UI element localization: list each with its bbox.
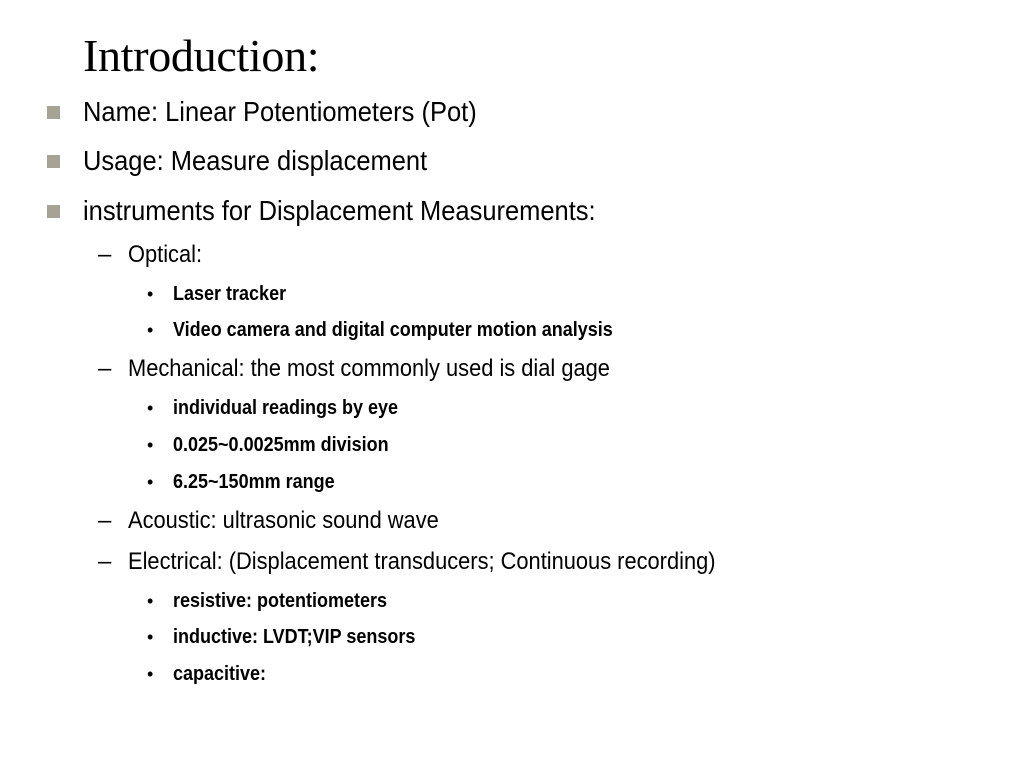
- slide-title: Introduction:: [83, 30, 320, 81]
- category-text: Mechanical: the most commonly used is dial gage: [128, 355, 610, 382]
- dot-bullet-icon: •: [147, 398, 154, 418]
- dot-bullet-icon: •: [147, 320, 154, 340]
- list-item: [147, 433, 413, 457]
- item-text: individual readings by eye: [173, 397, 399, 419]
- category-optical: [98, 241, 209, 269]
- list-item: [147, 589, 411, 613]
- list-item: [147, 625, 442, 649]
- list-item: [147, 470, 353, 494]
- category-electrical: [98, 548, 774, 576]
- bullet-name: [83, 97, 516, 127]
- dot-bullet-icon: •: [147, 435, 154, 455]
- list-item: [147, 318, 662, 342]
- category-text: Electrical: (Displacement transducers; Continuous recording): [128, 548, 716, 575]
- square-bullet-icon: [47, 106, 60, 119]
- category-text: Acoustic: ultrasonic sound wave: [128, 507, 439, 534]
- item-text: resistive: potentiometers: [173, 590, 388, 612]
- category-mechanical: [98, 355, 658, 383]
- square-bullet-icon: [47, 205, 60, 218]
- item-text: Laser tracker: [173, 283, 287, 305]
- bullet-text: Usage: Measure displacement: [83, 145, 428, 176]
- bullet-instruments: [83, 196, 646, 226]
- item-text: Video camera and digital computer motion analysis: [173, 319, 613, 341]
- bullet-usage: [83, 146, 461, 176]
- dash-bullet-icon: –: [98, 355, 112, 382]
- dot-bullet-icon: •: [147, 591, 154, 611]
- dash-bullet-icon: –: [98, 507, 112, 534]
- bullet-text: Name: Linear Potentiometers (Pot): [83, 96, 477, 127]
- category-text: Optical:: [128, 241, 203, 268]
- item-text: 6.25~150mm range: [173, 471, 335, 493]
- dot-bullet-icon: •: [147, 284, 154, 304]
- dot-bullet-icon: •: [147, 627, 154, 647]
- dot-bullet-icon: •: [147, 664, 154, 684]
- list-item: [147, 282, 299, 306]
- item-text: capacitive:: [173, 663, 267, 685]
- item-text: 0.025~0.0025mm division: [173, 434, 389, 456]
- dash-bullet-icon: –: [98, 548, 112, 575]
- category-acoustic: [98, 507, 470, 535]
- list-item: [147, 396, 423, 420]
- square-bullet-icon: [47, 155, 60, 168]
- list-item: [147, 662, 276, 686]
- bullet-text: instruments for Displacement Measurements:: [83, 195, 596, 226]
- dash-bullet-icon: –: [98, 241, 112, 268]
- dot-bullet-icon: •: [147, 472, 154, 492]
- item-text: inductive: LVDT;VIP sensors: [173, 626, 416, 648]
